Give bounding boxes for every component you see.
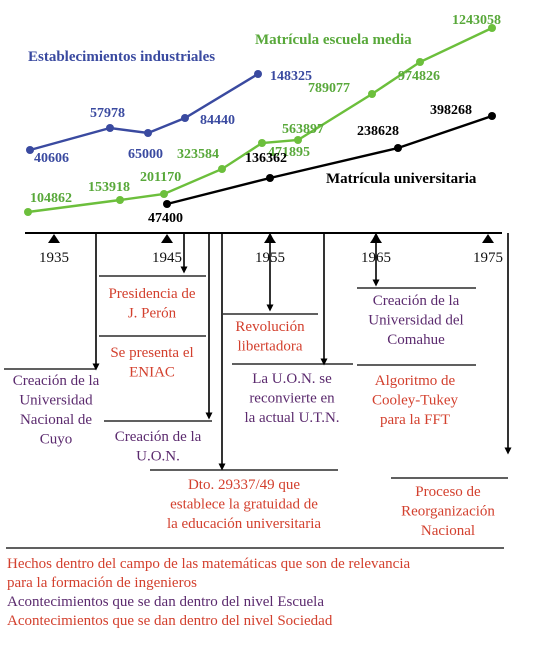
event-text-line: Cooley-Tukey: [371, 392, 459, 409]
event-text-line: Comahue: [387, 332, 445, 348]
data-label: 84440: [200, 113, 235, 128]
event-text-line: Algoritmo de: [374, 373, 456, 389]
event-decreto: [150, 470, 338, 532]
event-text-line: Revolución: [235, 319, 305, 335]
event-text-line: La U.O.N. se: [252, 371, 332, 387]
event-text-line: para la FFT: [380, 412, 450, 428]
data-label: 148325: [270, 69, 312, 84]
legend-line: Hechos dentro del campo de las matemáticas que son de relevancia: [7, 556, 411, 572]
legend-line: Acontecimientos que se dan dentro del nivel Sociedad: [7, 613, 333, 629]
event-text-line: Cuyo: [39, 431, 73, 448]
data-point: [163, 200, 171, 208]
event-text-line: Creación de la: [114, 429, 202, 445]
data-point: [254, 70, 262, 78]
event-text-line: Universidad: [19, 392, 93, 409]
event-text-line: establece la gratuidad de: [170, 496, 318, 513]
event-text-line: U.O.N.: [136, 448, 180, 465]
data-label: 323584: [177, 147, 219, 162]
data-label: 104862: [30, 191, 72, 206]
legend-line: para la formación de ingenieros: [7, 575, 197, 591]
tick-label: 1965: [361, 250, 391, 266]
event-text-line: Nacional: [420, 523, 476, 539]
event-text-line: Reorganización: [401, 503, 495, 520]
event-text-line: Se presenta el: [110, 345, 194, 361]
event-text-line: Universidad del: [368, 312, 464, 329]
data-label: 153918: [88, 180, 130, 195]
data-point: [106, 124, 114, 132]
series-title: Matrícula universitaria: [326, 171, 477, 187]
event-text-line: libertadora: [237, 338, 303, 355]
data-point: [218, 165, 226, 173]
data-point: [26, 146, 34, 154]
data-point: [181, 114, 189, 122]
series-line: [30, 74, 258, 150]
data-label: 40606: [34, 151, 69, 166]
tick-label: 1935: [39, 250, 69, 266]
event-utn: [232, 364, 353, 426]
event-cuyo: [4, 369, 100, 448]
event-peron: [99, 276, 206, 322]
data-point: [144, 129, 152, 137]
event-revolucion: [223, 314, 318, 355]
event-text-line: Creación de la: [372, 293, 460, 309]
event-text-line: Creación de la: [12, 373, 100, 389]
data-point: [24, 208, 32, 216]
event-text-line: J. Perón: [127, 305, 177, 322]
event-text-line: reconvierte en: [249, 390, 335, 407]
data-label: 398268: [430, 103, 472, 118]
event-text-line: la educación universitaria: [166, 516, 322, 532]
data-point: [368, 90, 376, 98]
data-label: 57978: [90, 106, 125, 121]
event-text-line: Dto. 29337/49 que: [187, 477, 301, 493]
data-label: 136362: [245, 151, 287, 166]
data-point: [116, 196, 124, 204]
event-eniac: [99, 336, 206, 381]
tick-label: 1955: [255, 250, 285, 266]
tick-label: 1975: [473, 250, 503, 266]
data-label: 65000: [128, 147, 163, 162]
data-label: 563897: [282, 122, 324, 137]
event-proceso: [391, 478, 508, 539]
data-point: [394, 144, 402, 152]
data-label: 471895: [268, 145, 310, 160]
tick-label: 1945: [152, 250, 182, 266]
data-point: [488, 112, 496, 120]
data-point: [160, 190, 168, 198]
data-point: [416, 58, 424, 66]
event-text-line: ENIAC: [129, 364, 175, 381]
event-comahue: [357, 288, 476, 348]
data-label: 201170: [140, 170, 182, 185]
data-point: [294, 136, 302, 144]
tick-marker: [161, 234, 173, 243]
event-cooley: [357, 365, 476, 428]
event-text-line: Presidencia de: [108, 286, 196, 302]
data-label: 47400: [148, 211, 183, 226]
data-label: 974826: [398, 69, 440, 84]
series-title: Establecimientos industriales: [28, 49, 216, 65]
data-label: 238628: [357, 124, 399, 139]
legend-line: Acontecimientos que se dan dentro del nivel Escuela: [7, 594, 324, 610]
event-text-line: la actual U.T.N.: [244, 410, 340, 426]
series-title: Matrícula escuela media: [255, 32, 412, 48]
tick-marker: [48, 234, 60, 243]
event-text-line: Proceso de: [415, 484, 481, 500]
data-point: [266, 174, 274, 182]
event-text-line: Nacional de: [19, 412, 93, 428]
data-point: [258, 139, 266, 147]
data-label: 789077: [308, 81, 350, 96]
tick-marker: [482, 234, 494, 243]
event-uon: [104, 421, 212, 465]
data-label: 1243058: [452, 13, 501, 28]
